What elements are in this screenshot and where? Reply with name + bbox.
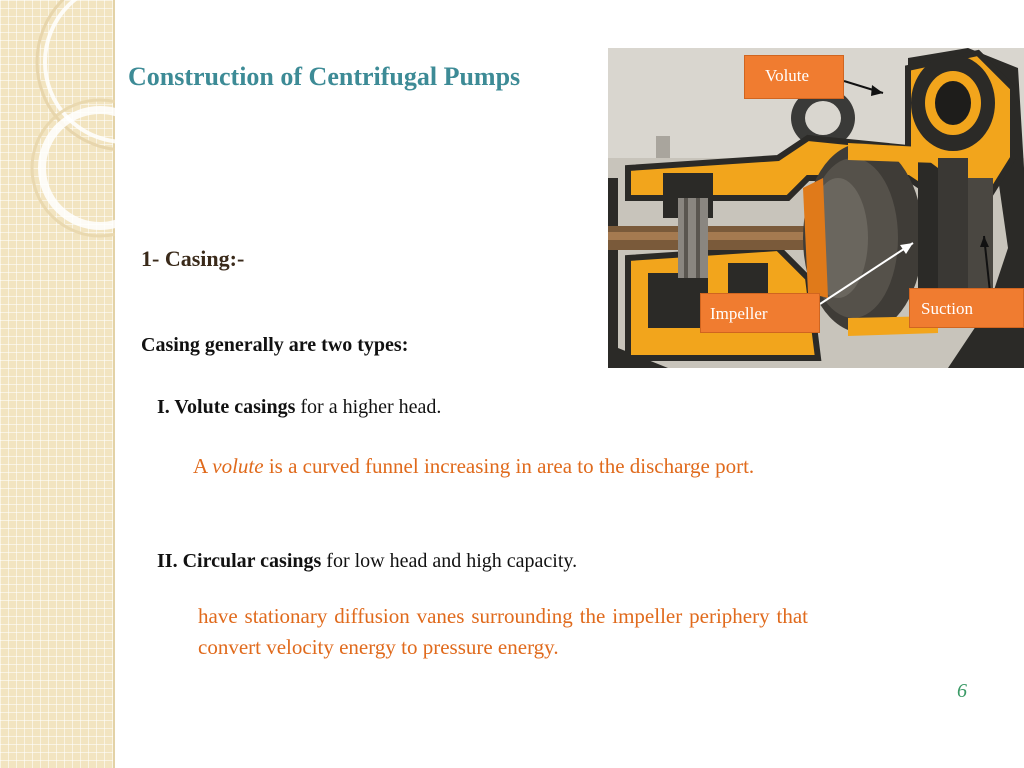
casing-heading: 1- Casing:- xyxy=(141,246,245,271)
circular-casing-purpose: for low head and high capacity. xyxy=(321,550,578,572)
volute-casing-purpose: for a higher head. xyxy=(295,396,442,418)
volute-description xyxy=(193,451,803,482)
casing-types-intro: Casing generally are two types: xyxy=(141,334,409,356)
volute-term: volute xyxy=(212,454,264,478)
impeller-callout: Impeller xyxy=(700,293,820,333)
volute-casing-label: I. Volute casings xyxy=(157,396,296,418)
volute-desc-start: A xyxy=(193,454,213,478)
page-number: 6 xyxy=(957,680,967,702)
volute-callout: Volute xyxy=(744,55,844,99)
circular-casing-line xyxy=(157,550,577,573)
suction-callout: Suction xyxy=(909,288,1024,328)
circular-casing-description: have stationary diffusion vanes surrounding the impeller periphery that convert velocity energy to pressure energy. xyxy=(198,604,808,659)
volute-casing-line xyxy=(157,396,441,419)
decorative-side-panel xyxy=(0,0,115,768)
slide-title: Construction of Centrifugal Pumps xyxy=(128,62,521,91)
volute-desc-end: is a curved funnel increasing in area to the discharge port. xyxy=(263,454,755,478)
decorative-rings xyxy=(0,0,115,768)
circular-casing-label: II. Circular casings xyxy=(157,550,322,572)
